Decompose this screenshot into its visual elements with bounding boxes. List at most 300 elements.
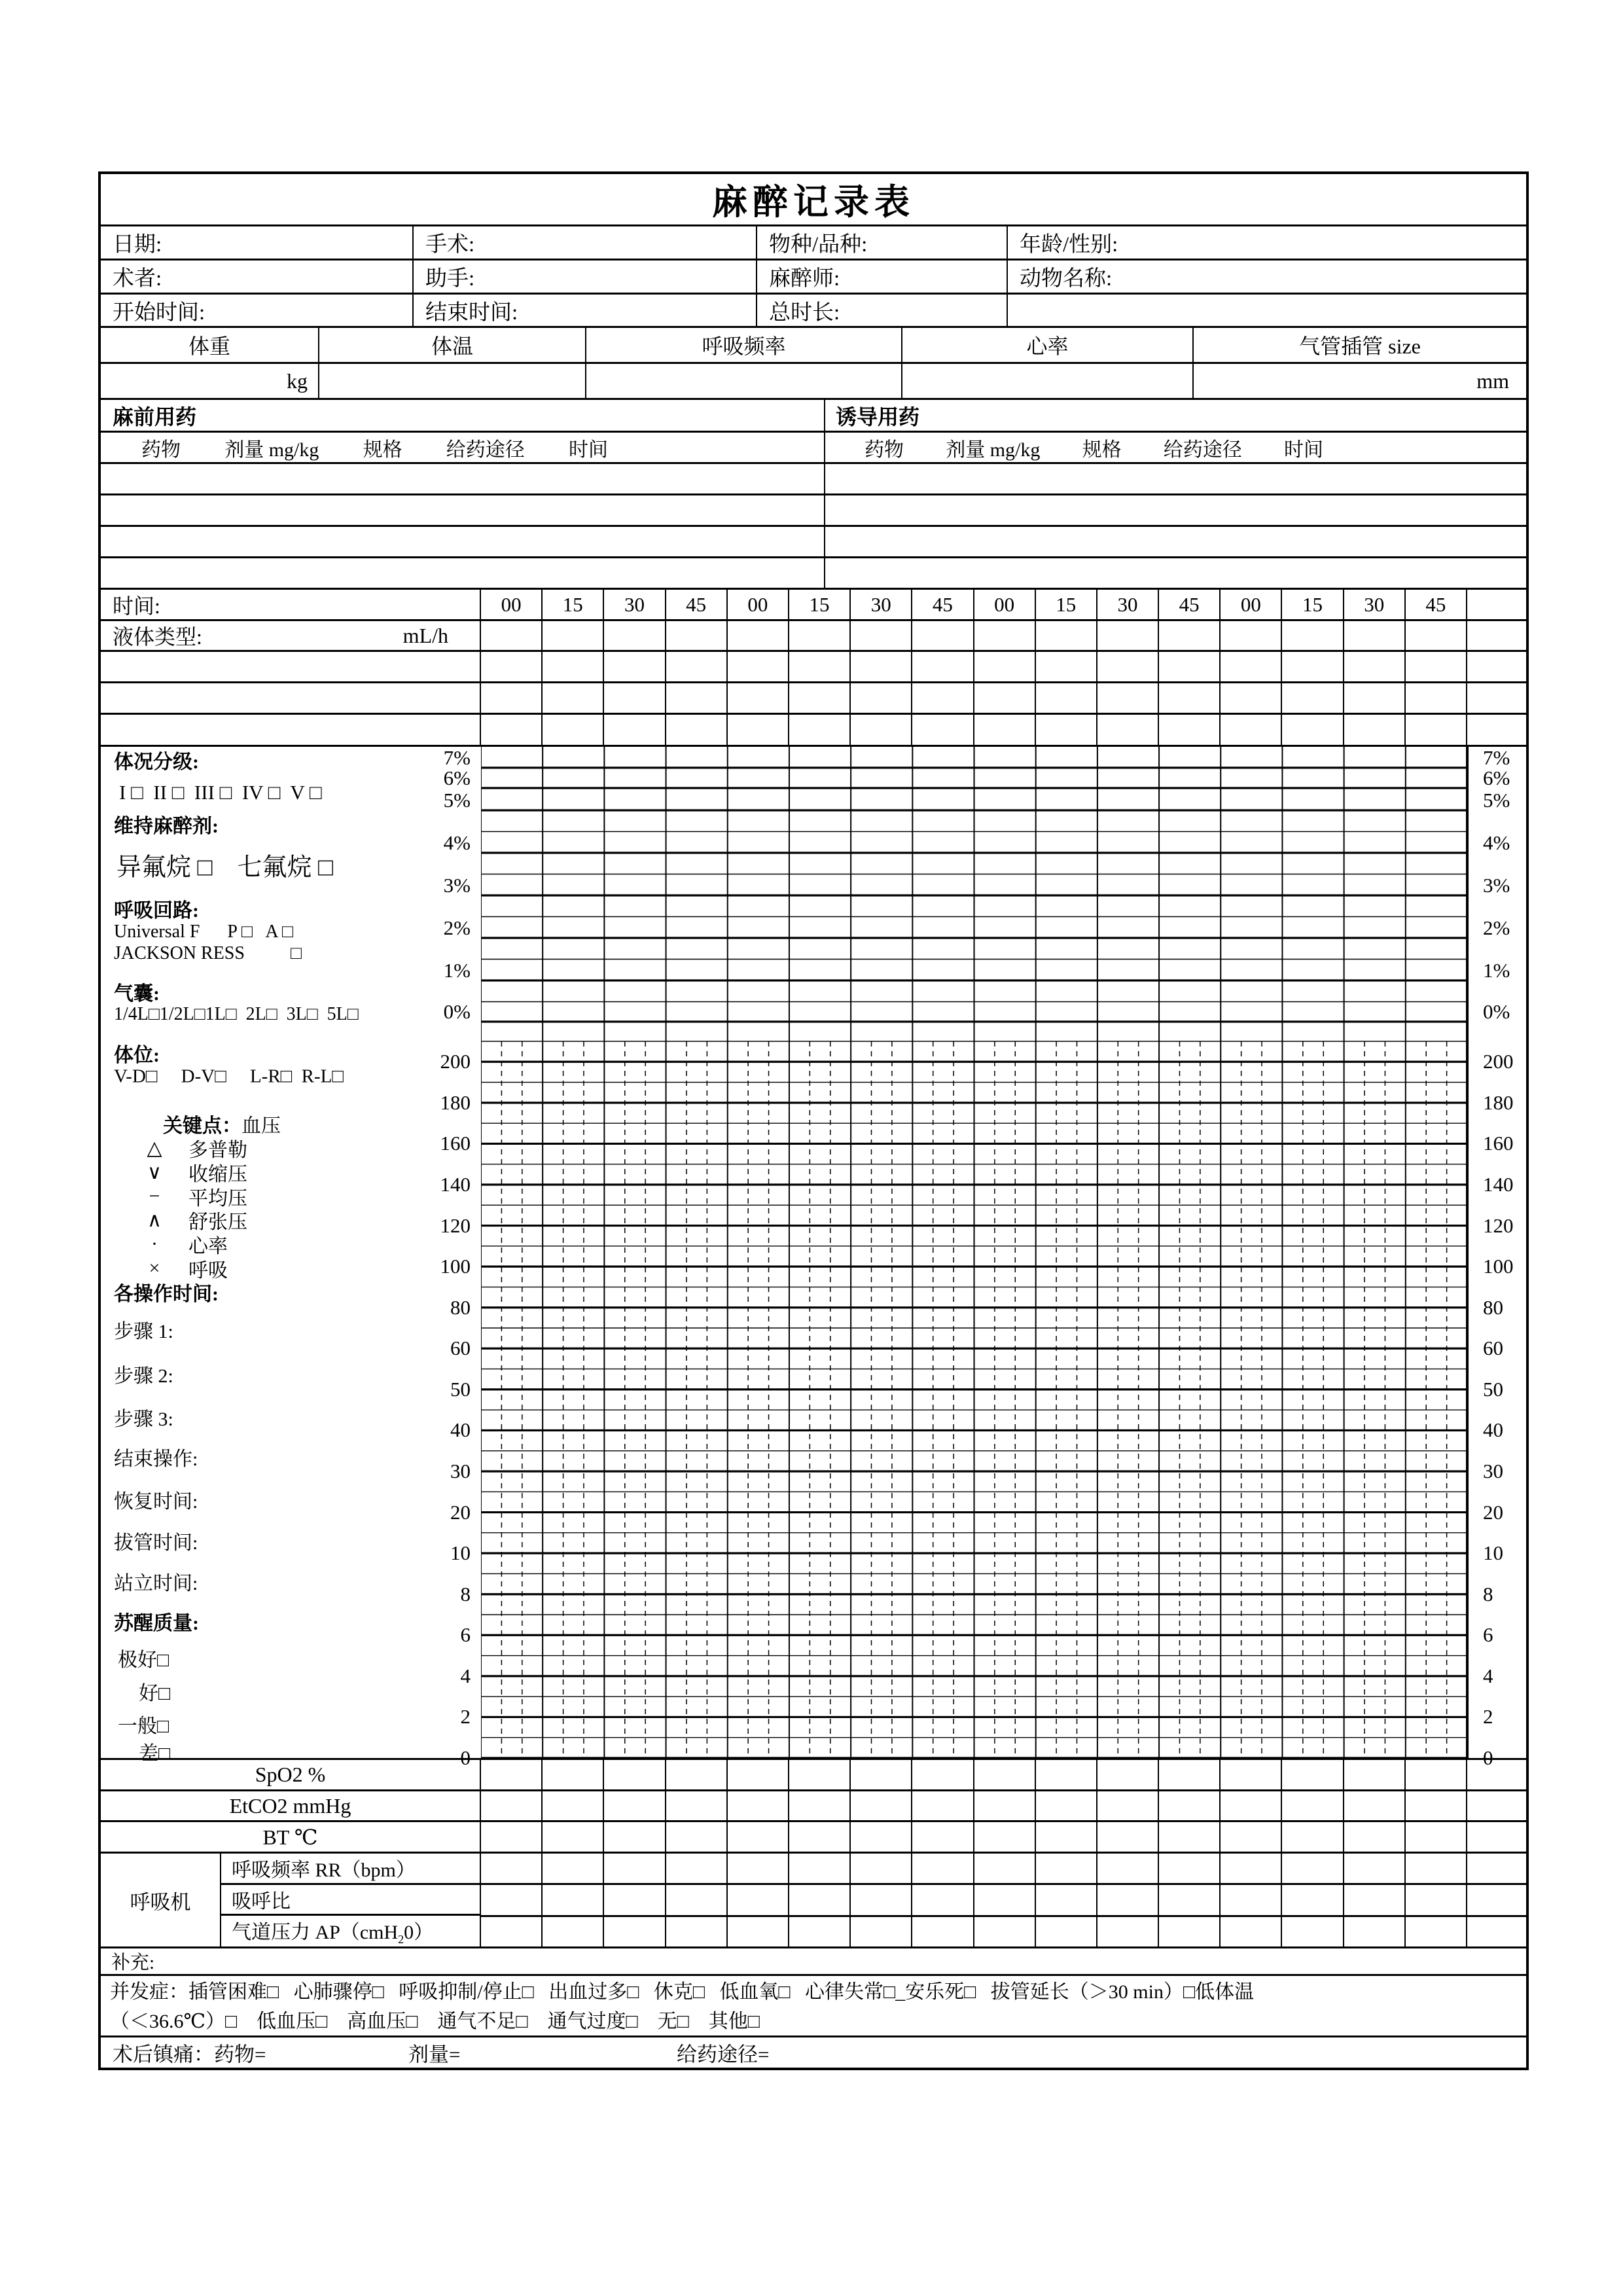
time-tick-cell[interactable]: 30 xyxy=(1344,590,1406,619)
surgeon-field[interactable]: 术者: xyxy=(101,260,414,293)
grid-cell[interactable] xyxy=(1097,1760,1159,1789)
weight-header: 体重 xyxy=(101,328,319,362)
heart-rate-value-cell[interactable] xyxy=(902,364,1194,398)
percent-axis-label: 4% xyxy=(1483,831,1510,854)
time-tick-cell[interactable]: 15 xyxy=(1282,590,1344,619)
quality-option[interactable]: 极好□ xyxy=(118,1649,169,1671)
grid-cell[interactable] xyxy=(974,1791,1036,1820)
grid-cell[interactable] xyxy=(1036,1917,1097,1946)
grid-cell[interactable] xyxy=(481,652,543,681)
vital-axis-label: 2 xyxy=(1483,1705,1493,1729)
grid-cell[interactable] xyxy=(974,1885,1036,1914)
grid-cell[interactable] xyxy=(1282,715,1344,745)
right-strip-cell[interactable] xyxy=(1467,621,1526,650)
total-duration-field[interactable]: 总时长: xyxy=(757,295,1008,326)
right-strip-cell[interactable] xyxy=(1467,1822,1526,1852)
drug-entry-row[interactable] xyxy=(101,527,1526,558)
vitals-value-row xyxy=(101,364,1526,400)
grid-cell[interactable] xyxy=(1097,621,1159,650)
ventilator-block xyxy=(101,1854,1526,1948)
grid-cell[interactable] xyxy=(666,1917,728,1946)
grid-cell[interactable] xyxy=(604,1791,666,1820)
grid-cell[interactable] xyxy=(481,1885,543,1914)
grid-cell[interactable] xyxy=(1159,652,1221,681)
grid-cell[interactable] xyxy=(851,1885,912,1914)
right-strip-cell[interactable] xyxy=(1467,683,1526,713)
grid-cell[interactable] xyxy=(604,683,666,713)
grid-cell[interactable] xyxy=(666,1854,728,1883)
assistant-field[interactable]: 助手: xyxy=(414,260,757,293)
grid-cell[interactable] xyxy=(666,715,728,745)
grid-cell[interactable] xyxy=(912,683,974,713)
grid-cell[interactable] xyxy=(1344,1917,1406,1946)
grid-cell[interactable] xyxy=(1344,1822,1406,1852)
grid-cell[interactable] xyxy=(1036,652,1097,681)
grid-cell[interactable] xyxy=(666,1885,728,1914)
grid-cell[interactable] xyxy=(1282,621,1344,650)
grid-cell[interactable] xyxy=(1282,683,1344,713)
grid-cell[interactable] xyxy=(543,1917,604,1946)
fluid-row-label xyxy=(101,621,481,650)
grid-cell[interactable] xyxy=(851,1760,912,1789)
grid-cell[interactable] xyxy=(728,652,789,681)
time-tick-cell[interactable]: 00 xyxy=(1221,590,1282,619)
time-tick-cell[interactable]: 30 xyxy=(1097,590,1159,619)
percent-axis-label: 7% xyxy=(443,746,471,769)
grid-cell[interactable] xyxy=(1221,1854,1282,1883)
grid-cell[interactable] xyxy=(543,1791,604,1820)
grid-cell[interactable] xyxy=(543,652,604,681)
grid-cell[interactable] xyxy=(1221,1917,1282,1946)
time-tick-cell[interactable]: 00 xyxy=(728,590,789,619)
grid-cell[interactable] xyxy=(1406,1854,1467,1883)
grid-cell[interactable] xyxy=(789,1760,851,1789)
grid-cell[interactable] xyxy=(1221,1885,1282,1914)
grid-cell[interactable] xyxy=(912,1791,974,1820)
grid-cell[interactable] xyxy=(912,1917,974,1946)
grid-cell[interactable] xyxy=(1097,1854,1159,1883)
grid-cell[interactable] xyxy=(974,715,1036,745)
grid-cell[interactable] xyxy=(1282,1760,1344,1789)
medication-section xyxy=(101,400,1526,590)
percent-axis-label: 4% xyxy=(443,831,471,854)
premed-title: 麻前用药 xyxy=(113,404,197,429)
percent-axis-label: 5% xyxy=(1483,789,1510,812)
grid-cell[interactable] xyxy=(1036,621,1097,650)
grid-cell[interactable] xyxy=(543,715,604,745)
med-title-row xyxy=(101,400,1526,433)
percent-axis-label: 6% xyxy=(1483,766,1510,789)
grid-cell[interactable] xyxy=(604,1822,666,1852)
grid-cell[interactable] xyxy=(1159,1854,1221,1883)
grid-cell[interactable] xyxy=(543,683,604,713)
complications-line-2[interactable]: （＜36.6℃）□ 低血压□ 高血压□ 通气不足□ 通气过度□ 无□ 其他□ xyxy=(110,2011,760,2032)
percent-axis-label: 1% xyxy=(443,959,471,982)
vital-axis-label: 20 xyxy=(1483,1500,1503,1524)
end-op-field[interactable]: 结束操作: xyxy=(114,1448,198,1470)
grid-cell[interactable] xyxy=(851,715,912,745)
animal-name-field[interactable]: 动物名称: xyxy=(1020,267,1113,291)
grid-cell[interactable] xyxy=(728,1760,789,1789)
grid-cell[interactable] xyxy=(1406,1917,1467,1946)
grid-cell[interactable] xyxy=(604,715,666,745)
grid-cell[interactable] xyxy=(1221,1822,1282,1852)
maintenance-options[interactable]: 异氟烷 □ 七氟烷 □ xyxy=(116,853,333,882)
supplement-row[interactable] xyxy=(101,1948,1526,1976)
grid-cell[interactable] xyxy=(481,1791,543,1820)
vital-axis-label: 6 xyxy=(1483,1623,1493,1647)
vital-axis-label: 100 xyxy=(1483,1255,1514,1278)
grid-cell[interactable] xyxy=(1344,715,1406,745)
grid-cell[interactable] xyxy=(1282,1822,1344,1852)
time-tick-cell[interactable]: 15 xyxy=(543,590,604,619)
grid-cell[interactable] xyxy=(543,1885,604,1914)
grid-cell[interactable] xyxy=(789,652,851,681)
grid-cell[interactable] xyxy=(728,1885,789,1914)
species-field[interactable]: 物种/品种: xyxy=(757,226,1008,259)
grid-cell[interactable] xyxy=(728,1917,789,1946)
grid-cell[interactable] xyxy=(604,1885,666,1914)
grid-cell[interactable] xyxy=(666,1822,728,1852)
grid-cell[interactable] xyxy=(481,1854,543,1883)
grid-cell[interactable] xyxy=(1097,683,1159,713)
grid-cell[interactable] xyxy=(481,1822,543,1852)
grid-cell[interactable] xyxy=(1344,1885,1406,1914)
weight-value-cell[interactable]: kg xyxy=(101,364,319,398)
grid-cell[interactable] xyxy=(1282,1885,1344,1914)
grid-cell[interactable] xyxy=(1159,1822,1221,1852)
right-strip-cell[interactable] xyxy=(1467,1791,1526,1820)
grid-cell[interactable] xyxy=(1221,621,1282,650)
temperature-value-cell[interactable] xyxy=(319,364,586,398)
percent-axis-label: 0% xyxy=(1483,1000,1510,1023)
legend-symbol-icon: ∧ xyxy=(147,1209,162,1231)
grid-cell[interactable] xyxy=(789,683,851,713)
quality-option[interactable]: 一般□ xyxy=(118,1715,169,1737)
grid-cell[interactable] xyxy=(974,1822,1036,1852)
grid-cell[interactable] xyxy=(604,1760,666,1789)
grid-cell[interactable] xyxy=(1406,683,1467,713)
grid-cell[interactable] xyxy=(666,1791,728,1820)
spo2-label: SpO2 % xyxy=(101,1760,481,1789)
grid-cell[interactable] xyxy=(1036,715,1097,745)
grid-cell[interactable] xyxy=(666,1760,728,1789)
info-row-1 xyxy=(101,226,1526,260)
grid-cell[interactable] xyxy=(1344,1854,1406,1883)
grid-cell[interactable] xyxy=(1406,1760,1467,1789)
grid-cell[interactable] xyxy=(1406,1885,1467,1914)
grid-cell[interactable] xyxy=(543,1760,604,1789)
recovery-time-field[interactable]: 恢复时间: xyxy=(114,1491,198,1513)
time-ticks xyxy=(481,590,1526,619)
right-strip-cell[interactable] xyxy=(1467,1854,1526,1883)
recovery-quality-label: 苏醒质量: xyxy=(114,1613,199,1634)
grid-cell[interactable] xyxy=(912,715,974,745)
grid-cell[interactable] xyxy=(1097,652,1159,681)
grid-cell[interactable] xyxy=(974,1917,1036,1946)
position-label: 体位: xyxy=(114,1045,160,1066)
vital-axis-label: 80 xyxy=(1483,1295,1503,1319)
analgesia-dose-field[interactable]: 剂量= xyxy=(408,2043,461,2066)
complications-line-1[interactable]: 并发症：插管困难□ 心肺骤停□ 呼吸抑制/停止□ 出血过多□ 休克□ 低血氧□ 心律失常□_安乐死□ 拔管延长（＞30 min）□低体温 xyxy=(110,1981,1255,2003)
grid-cell[interactable] xyxy=(666,652,728,681)
grid-cell[interactable] xyxy=(1097,1885,1159,1914)
right-strip-cell[interactable] xyxy=(1467,1917,1526,1946)
age-sex-field[interactable]: 年龄/性别: xyxy=(1020,233,1118,257)
vital-axis-label: 0 xyxy=(1483,1746,1493,1769)
anesthesia-chart-section xyxy=(101,746,1526,1769)
time-tick-cell[interactable]: 45 xyxy=(1406,590,1467,619)
step-field[interactable]: 步骤 3: xyxy=(114,1408,173,1430)
analgesia-drug-field[interactable]: 术后镇痛：药物= xyxy=(113,2043,266,2066)
grid-cell[interactable] xyxy=(851,621,912,650)
grid-cell[interactable] xyxy=(1406,652,1467,681)
grid-cell[interactable] xyxy=(666,621,728,650)
grid-cell[interactable] xyxy=(728,715,789,745)
grid-cell[interactable] xyxy=(1344,621,1406,650)
step-field[interactable]: 步骤 1: xyxy=(114,1321,173,1342)
percent-axis-label: 2% xyxy=(1483,916,1510,939)
grid-cell[interactable] xyxy=(1036,1885,1097,1914)
grid-cell[interactable] xyxy=(728,1791,789,1820)
med-column-header: 规格 xyxy=(363,439,402,461)
start-time-field[interactable]: 开始时间: xyxy=(101,295,414,326)
right-strip-cell[interactable] xyxy=(1467,1760,1526,1789)
drug-entry-row[interactable] xyxy=(101,495,1526,527)
grid-cell[interactable] xyxy=(851,652,912,681)
vital-axis-label: 2 xyxy=(460,1705,471,1729)
grid-cell[interactable] xyxy=(1406,1822,1467,1852)
spo2-cells xyxy=(481,1760,1526,1789)
grid-cell[interactable] xyxy=(1344,652,1406,681)
time-tick-cell[interactable]: 45 xyxy=(912,590,974,619)
time-tick-cell[interactable]: 15 xyxy=(789,590,851,619)
time-tick-cell[interactable]: 15 xyxy=(1036,590,1097,619)
grid-cell[interactable] xyxy=(851,1854,912,1883)
grid-cell[interactable] xyxy=(789,1885,851,1914)
legend-symbol-icon: × xyxy=(149,1257,160,1279)
grid-cell[interactable] xyxy=(789,1917,851,1946)
grid-cell[interactable] xyxy=(1097,1917,1159,1946)
grid-cell[interactable] xyxy=(789,715,851,745)
time-tick-cell[interactable]: 00 xyxy=(974,590,1036,619)
grid-cell[interactable] xyxy=(789,1854,851,1883)
asa-grade-options[interactable]: I □ II □ III □ IV □ V □ xyxy=(119,781,322,804)
grid-cell[interactable] xyxy=(1097,715,1159,745)
bag-options[interactable]: 1/4L□1/2L□1L□ 2L□ 3L□ 5L□ xyxy=(114,1004,359,1024)
time-tick-cell[interactable]: 45 xyxy=(1159,590,1221,619)
time-tick-cell[interactable]: 30 xyxy=(851,590,912,619)
grid-cell[interactable] xyxy=(974,1760,1036,1789)
chart-grid[interactable] xyxy=(481,747,1467,1758)
drug-entry-row[interactable] xyxy=(101,558,1526,590)
grid-cell[interactable] xyxy=(1406,715,1467,745)
grid-cell[interactable] xyxy=(481,683,543,713)
extubation-time-field[interactable]: 拔管时间: xyxy=(114,1532,198,1554)
et-tube-value-cell[interactable]: mm xyxy=(1476,368,1509,393)
vital-axis-label: 50 xyxy=(450,1377,471,1401)
grid-cell[interactable] xyxy=(543,1854,604,1883)
time-tick-cell[interactable]: 45 xyxy=(666,590,728,619)
grid-cell[interactable] xyxy=(912,1854,974,1883)
circuit-universal-option[interactable]: Universal F P □ A □ xyxy=(114,922,293,942)
info-row-3 xyxy=(101,295,1526,328)
grid-cell[interactable] xyxy=(1282,1791,1344,1820)
right-strip-cell[interactable] xyxy=(1467,715,1526,745)
grid-cell[interactable] xyxy=(912,652,974,681)
standing-time-field[interactable]: 站立时间: xyxy=(114,1573,198,1594)
surgery-field[interactable]: 手术: xyxy=(414,226,757,259)
fluid-type-label: 液体类型: xyxy=(113,625,202,649)
grid-cell[interactable] xyxy=(481,621,543,650)
med-column-header: 给药途径 xyxy=(1163,439,1242,461)
grid-cell[interactable] xyxy=(728,621,789,650)
grid-cell[interactable] xyxy=(1221,683,1282,713)
vital-axis-label: 200 xyxy=(440,1050,471,1073)
extra-row-label[interactable] xyxy=(101,715,481,745)
grid-cell[interactable] xyxy=(1097,1822,1159,1852)
grid-cell[interactable] xyxy=(789,621,851,650)
right-strip-cell[interactable] xyxy=(1467,590,1526,619)
grid-cell[interactable] xyxy=(974,683,1036,713)
grid-cell[interactable] xyxy=(1097,1791,1159,1820)
ventilator-ie-label: 吸呼比 xyxy=(221,1885,480,1916)
grid-cell[interactable] xyxy=(666,683,728,713)
position-options[interactable]: V-D□ D-V□ L-R□ R-L□ xyxy=(114,1066,344,1087)
medication-section-divider xyxy=(824,400,825,590)
vital-axis-label: 10 xyxy=(1483,1541,1503,1565)
grid-cell[interactable] xyxy=(604,1917,666,1946)
grid-cell[interactable] xyxy=(851,683,912,713)
grid-cell[interactable] xyxy=(1159,715,1221,745)
med-column-header: 时间 xyxy=(1283,439,1323,461)
grid-cell[interactable] xyxy=(1344,683,1406,713)
grid-cell[interactable] xyxy=(604,652,666,681)
drug-entry-row[interactable] xyxy=(101,464,1526,495)
grid-cell[interactable] xyxy=(974,1854,1036,1883)
grid-cell[interactable] xyxy=(1159,1791,1221,1820)
page-title: 麻醉记录表 xyxy=(712,183,915,222)
grid-cell[interactable] xyxy=(1036,1760,1097,1789)
extra-row-label[interactable] xyxy=(101,683,481,713)
grid-cell[interactable] xyxy=(1282,652,1344,681)
time-tick-cell[interactable]: 30 xyxy=(604,590,666,619)
grid-cell[interactable] xyxy=(789,1791,851,1820)
grid-cell[interactable] xyxy=(1159,621,1221,650)
grid-cell[interactable] xyxy=(974,652,1036,681)
grid-cell[interactable] xyxy=(1036,683,1097,713)
grid-cell[interactable] xyxy=(728,683,789,713)
ventilator-cells xyxy=(481,1854,1526,1946)
grid-cell[interactable] xyxy=(912,1760,974,1789)
supplement-label: 补充: xyxy=(111,1952,155,1973)
vital-axis-label: 60 xyxy=(1483,1336,1503,1360)
vital-axis-label: 180 xyxy=(1483,1090,1514,1114)
grid-cell[interactable] xyxy=(1221,652,1282,681)
grid-cell[interactable] xyxy=(728,1822,789,1852)
vital-axis-label: 4 xyxy=(460,1664,471,1687)
grid-cell[interactable] xyxy=(481,1917,543,1946)
grid-cell[interactable] xyxy=(481,715,543,745)
right-strip-cell[interactable] xyxy=(1467,1885,1526,1914)
extra-row-cells xyxy=(481,683,1526,713)
grid-cell[interactable] xyxy=(1159,1917,1221,1946)
grid-cell[interactable] xyxy=(1282,1917,1344,1946)
grid-cell[interactable] xyxy=(912,1885,974,1914)
anesthetist-field[interactable]: 麻醉师: xyxy=(757,260,1008,293)
grid-cell[interactable] xyxy=(1282,1854,1344,1883)
maintenance-label: 维持麻醉剂: xyxy=(114,816,219,837)
grid-cell[interactable] xyxy=(604,1854,666,1883)
vital-axis-label: 0 xyxy=(460,1746,471,1769)
asa-grade-label: 体况分级: xyxy=(114,751,199,773)
step-field[interactable]: 步骤 2: xyxy=(114,1365,173,1387)
grid-cell[interactable] xyxy=(1036,1854,1097,1883)
legend-symbol-icon: ∨ xyxy=(147,1161,162,1183)
grid-cell[interactable] xyxy=(1406,1791,1467,1820)
empty-field[interactable] xyxy=(1008,295,1526,326)
end-time-field[interactable]: 结束时间: xyxy=(414,295,757,326)
grid-cell[interactable] xyxy=(1221,715,1282,745)
ventilator-ap-label: 气道压力 AP（cmH$_2$0） xyxy=(232,1922,434,1946)
grid-cell[interactable] xyxy=(974,621,1036,650)
right-strip-cell[interactable] xyxy=(1467,652,1526,681)
grid-cell[interactable] xyxy=(851,1917,912,1946)
grid-cell[interactable] xyxy=(543,621,604,650)
grid-cell[interactable] xyxy=(1159,1760,1221,1789)
extra-grid-row xyxy=(101,715,1526,747)
grid-cell[interactable] xyxy=(789,1822,851,1852)
grid-cell[interactable] xyxy=(1221,1760,1282,1789)
percent-axis-label: 3% xyxy=(443,874,471,897)
quality-option[interactable]: 差□ xyxy=(139,1743,171,1765)
grid-cell[interactable] xyxy=(481,1760,543,1789)
vital-axis-label: 120 xyxy=(440,1213,471,1237)
grid-cell[interactable] xyxy=(912,621,974,650)
keypoints-title: 关键点： xyxy=(163,1115,241,1137)
grid-cell[interactable] xyxy=(1344,1791,1406,1820)
time-tick-cell[interactable]: 00 xyxy=(481,590,543,619)
grid-cell[interactable] xyxy=(1036,1791,1097,1820)
quality-option[interactable]: 好□ xyxy=(139,1683,171,1704)
grid-cell[interactable] xyxy=(1159,683,1221,713)
circuit-jackson-option[interactable]: JACKSON RESS □ xyxy=(114,943,302,963)
vital-axis-label: 200 xyxy=(1483,1050,1514,1073)
respiration-value-cell[interactable] xyxy=(586,364,902,398)
analgesia-route-field[interactable]: 给药途径= xyxy=(677,2043,770,2066)
time-row-label: 时间: xyxy=(101,590,481,619)
grid-cell[interactable] xyxy=(851,1791,912,1820)
grid-cell[interactable] xyxy=(1036,1822,1097,1852)
extra-row-label[interactable] xyxy=(101,652,481,681)
percent-axis-label: 2% xyxy=(443,916,471,939)
spo2-row xyxy=(101,1760,1526,1791)
grid-cell[interactable] xyxy=(851,1822,912,1852)
med-column-header: 给药途径 xyxy=(446,439,525,461)
grid-cell[interactable] xyxy=(1406,621,1467,650)
time-header-row xyxy=(101,590,1526,621)
grid-cell[interactable] xyxy=(543,1822,604,1852)
grid-cell[interactable] xyxy=(912,1822,974,1852)
grid-cell[interactable] xyxy=(728,1854,789,1883)
grid-cell[interactable] xyxy=(1159,1885,1221,1914)
med-column-header: 药物 xyxy=(865,439,904,461)
grid-cell[interactable] xyxy=(1344,1760,1406,1789)
date-field[interactable]: 日期: xyxy=(101,226,414,259)
bt-label: BT ℃ xyxy=(101,1822,481,1852)
grid-cell[interactable] xyxy=(1221,1791,1282,1820)
grid-cell[interactable] xyxy=(604,621,666,650)
